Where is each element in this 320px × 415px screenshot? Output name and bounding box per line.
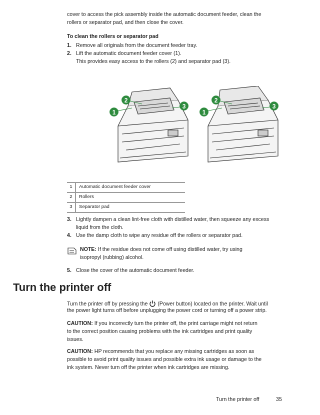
section-title: Turn the printer off	[13, 282, 112, 294]
clean-heading: To clean the rollers or separator pad	[67, 34, 159, 40]
legend-label: Separator pad	[79, 205, 110, 210]
note-label: NOTE:	[80, 247, 97, 253]
step-3-text-2: liquid from the cloth.	[76, 225, 124, 231]
step-1-number: 1.	[67, 43, 72, 49]
intro-line-2: rollers or separator pad, and then close the cover.	[67, 20, 184, 26]
caution-1-text-1: If you incorrectly turn the printer off, the print carriage might not return	[94, 321, 258, 327]
printer-adf-illustration	[108, 86, 290, 170]
step-5-text: Close the cover of the automatic document feeder.	[76, 268, 195, 274]
callout-2-right-label: 2	[214, 98, 218, 105]
caution-1-line-3: issues.	[67, 337, 84, 343]
callout-3-left-label: 3	[182, 104, 186, 111]
note-icon	[67, 247, 77, 255]
step-3-number: 3.	[67, 217, 72, 223]
legend-label: Rollers	[79, 195, 94, 200]
step-5-number: 5.	[67, 268, 72, 274]
callout-2-left-label: 2	[124, 98, 128, 105]
step-2-text-2: This provides easy access to the rollers (2) and separator pad (3).	[76, 59, 231, 65]
intro-line-1: cover to access the pick assembly inside the automatic document feeder, clean the	[67, 12, 262, 18]
note-text-1: If the residue does not come off using distilled water, try using	[97, 247, 243, 253]
caution-2-line-3: ink system. Never turn off the printer when ink cartridges are missing.	[67, 365, 230, 371]
step-1-text: Remove all originals from the document feeder tray.	[76, 43, 198, 49]
caution-2-line-1	[67, 349, 254, 356]
footer-section-name: Turn the printer off	[216, 397, 260, 403]
step-4-number: 4.	[67, 233, 72, 239]
step-2-number: 2.	[67, 51, 72, 57]
caution-2-label: CAUTION:	[67, 349, 93, 355]
callout-1-left-label: 1	[112, 110, 116, 117]
turn-off-text-pre: Turn the printer off by pressing the	[67, 301, 148, 308]
legend-number: 3	[67, 203, 76, 212]
footer-page-number: 35	[276, 397, 282, 403]
caution-1-label: CAUTION:	[67, 321, 93, 327]
step-4-text: Use the damp cloth to wipe any residue off the rollers or separator pad.	[76, 233, 243, 239]
caution-1-line-2: to the correct position causing problems with the ink cartridges and print quality	[67, 329, 253, 335]
caution-2-text-1: HP recommends that you replace any missing cartridges as soon as	[94, 349, 255, 355]
note-line-1	[80, 247, 242, 254]
legend-number: 1	[67, 183, 76, 192]
turn-off-text-post: (Power button) located on the printer. Wait until	[157, 301, 268, 308]
callout-3-right-label: 3	[272, 104, 276, 111]
caution-2-line-2: possible to avoid print quality issues and possible extra ink usage or damage to the	[67, 357, 262, 363]
callout-1-right-label: 1	[202, 110, 206, 117]
callout-legend-table	[67, 182, 185, 213]
step-2-text: Lift the automatic document feeder cover (1).	[76, 51, 182, 57]
legend-row	[67, 183, 185, 193]
turn-off-line-2: the power light turns off before unplugging the power cord or turning off a power strip.	[67, 308, 267, 314]
power-icon	[149, 300, 156, 307]
legend-row	[67, 193, 185, 203]
legend-number: 2	[67, 193, 76, 202]
caution-1-line-1	[67, 321, 257, 328]
legend-row	[67, 203, 185, 213]
note-line-2: isopropyl (rubbing) alcohol.	[80, 255, 144, 261]
step-3-text-1: Lightly dampen a clean lint-free cloth with distilled water, then squeeze any excess	[76, 217, 270, 223]
legend-label: Automatic document feeder cover	[79, 185, 151, 190]
